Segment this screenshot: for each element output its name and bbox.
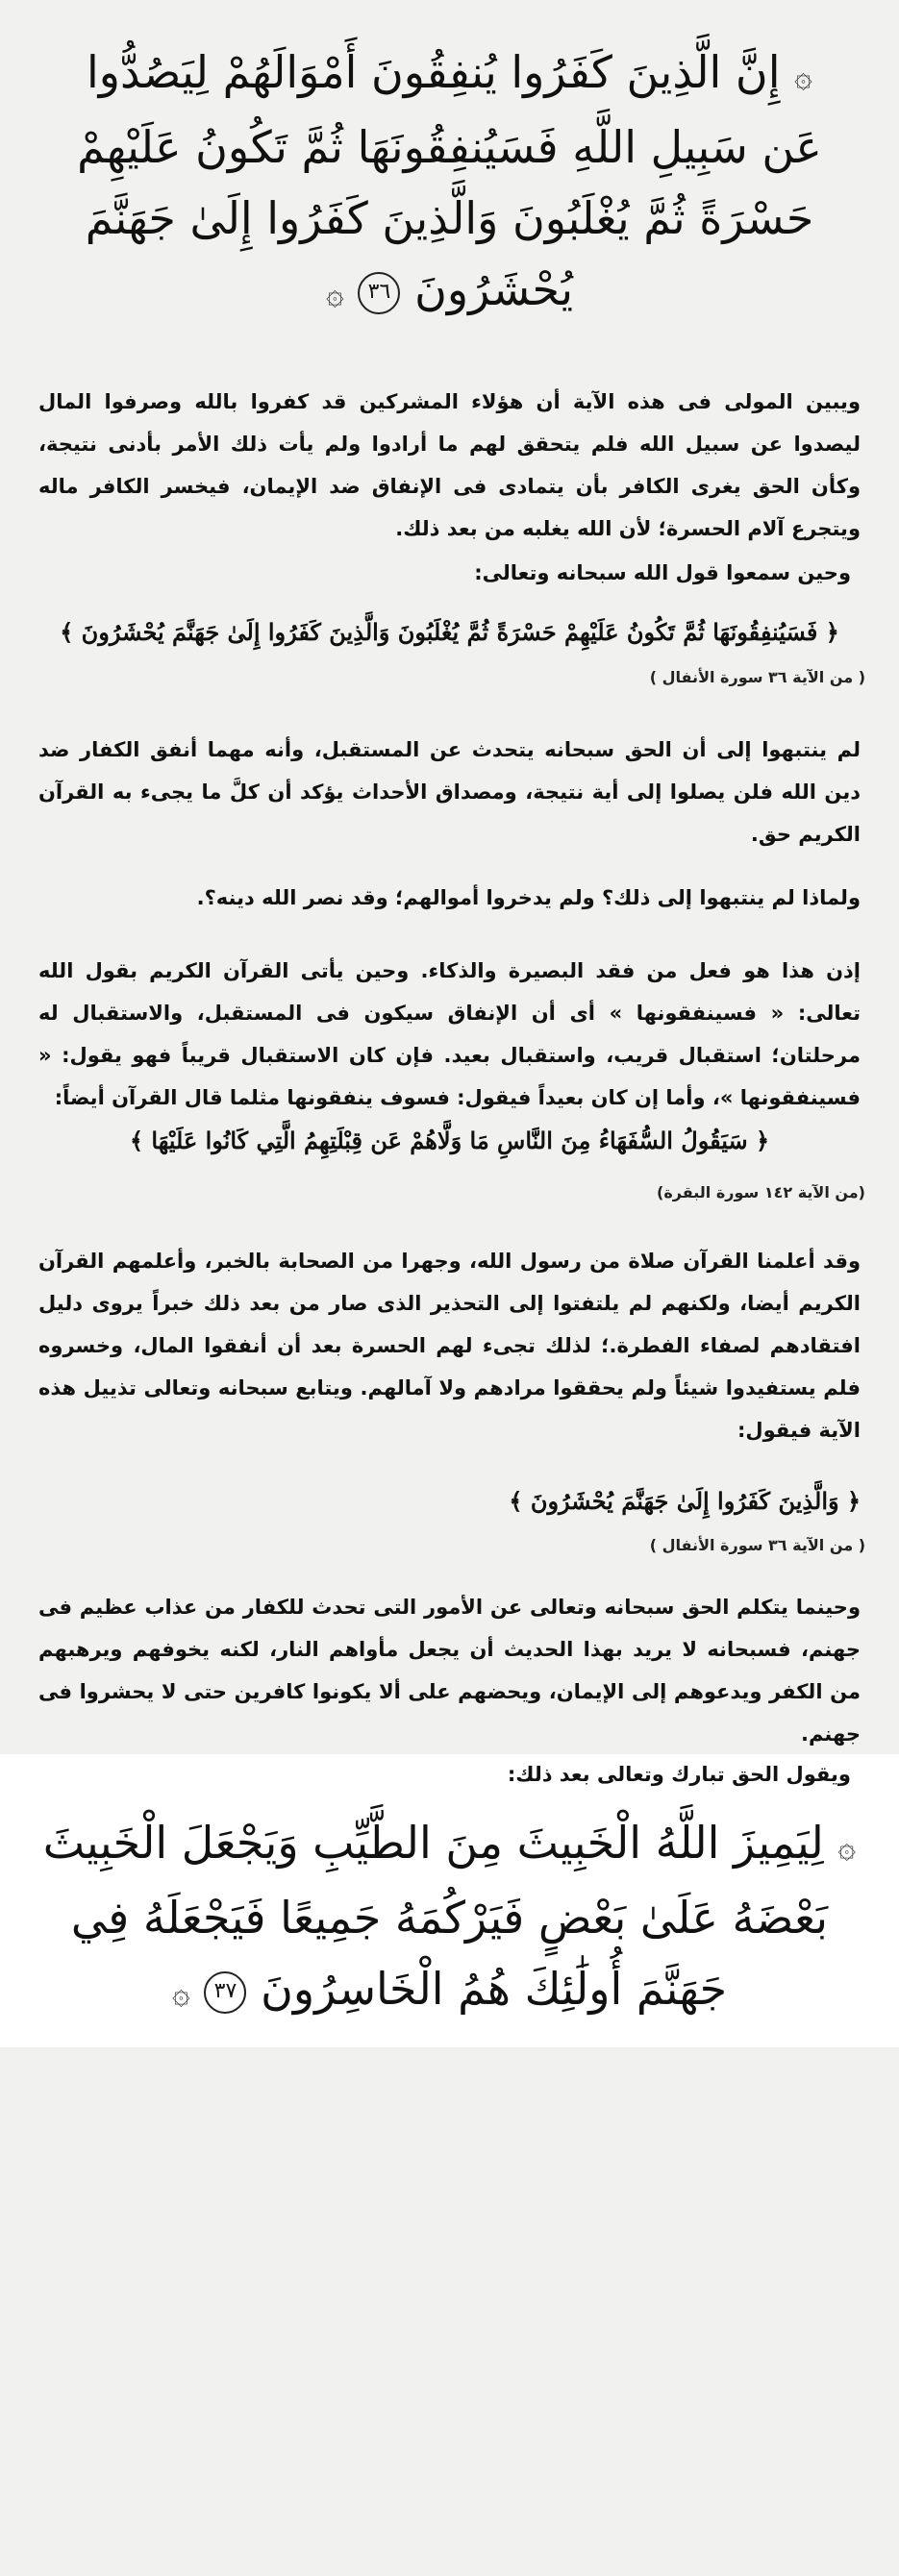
verse-reference: ( من الآية ٣٦ سورة الأنفال ) bbox=[649, 1536, 865, 1554]
quran-quote bbox=[38, 1120, 861, 1162]
paragraph: وحينما يتكلم الحق سبحانه وتعالى عن الأمور التى تحدث للكفار من عذاب عظيم فى جهنم، فسبحانه لا يريد بهذا الحديث أن يجعل مأواهم النار، لكنه يخوفهم ويرهبهم من الكفر ويدعوهم إلى الإيمان، ويحضهم على ألا يكونوا كافرين حتى لا يحشروا فى جهنم. bbox=[38, 1596, 861, 1746]
verse-37 bbox=[38, 1807, 861, 2028]
verse-start-ornament-icon: ۞ bbox=[837, 1828, 857, 1865]
verse-text: لِيَمِيزَ اللَّهُ الْخَبِيثَ مِنَ الطَّيِّبِ وَيَجْعَلَ الْخَبِيثَ bbox=[42, 1817, 824, 1869]
verse-line bbox=[38, 37, 861, 111]
quote-open-bracket: ﴿ bbox=[846, 1487, 861, 1515]
quote-text: فَسَيُنفِقُونَهَا ثُمَّ تَكُونُ عَلَيْهِمْ حَسْرَةً ثُمَّ يُغْلَبُونَ وَالَّذِينَ كَفَرُوا إِلَىٰ جَهَنَّمَ يُحْشَرُونَ bbox=[81, 618, 818, 646]
verse-text: جَهَنَّمَ أُولَٰئِكَ هُمُ الْخَاسِرُونَ bbox=[261, 1963, 728, 2015]
paragraph: وحين سمعوا قول الله سبحانه وتعالى: bbox=[474, 561, 851, 584]
verse-text: إِنَّ الَّذِينَ كَفَرُوا يُنفِقُونَ أَمْوَالَهُمْ لِيَصُدُّوا bbox=[87, 46, 781, 98]
paragraph: إذن هذا هو فعل من فقد البصيرة والذكاء. وحين يأتى القرآن الكريم بقول الله تعالى: « فسينفقونها » أى أن الإنفاق سيكون فى المستقبل، والاستقبال له مرحلتان؛ استقبال قريب، واستقبال بعيد. فإن كان الاستقبال قريباً فهو يقول: « فسينفقونها »، وأما إن كان بعيداً فيقول: فسوف ينفقونها مثلما قال القرآن أيضاً: bbox=[38, 959, 861, 1109]
verse-line: حَسْرَةً ثُمَّ يُغْلَبُونَ وَالَّذِينَ كَفَرُوا إِلَىٰ جَهَنَّمَ bbox=[85, 192, 814, 244]
quote-open-bracket: ﴿ bbox=[825, 618, 839, 646]
verse-end-ornament-icon: ۞ bbox=[171, 1974, 190, 2011]
verse-line bbox=[38, 1953, 861, 2028]
verse-number: ٣٦ bbox=[358, 272, 400, 314]
verse-end-ornament-icon: ۞ bbox=[325, 275, 344, 311]
verse-start-ornament-icon: ۞ bbox=[794, 58, 812, 94]
quote-close-bracket: ﴾ bbox=[60, 618, 74, 646]
paragraph: لم ينتبهوا إلى أن الحق سبحانه يتحدث عن المستقبل، وأنه مهما أنفق الكفار ضد دين الله فلن يصلوا إلى أية نتيجة، ومصداق الأحداث يؤكد أن كلَّ ما يجىء به القرآن الكريم حق. bbox=[38, 738, 861, 846]
paragraph: ولماذا لم ينتبهوا إلى ذلك؟ ولم يدخروا أموالهم؛ وقد نصر الله دينه؟. bbox=[196, 886, 861, 909]
quote-close-bracket: ﴾ bbox=[129, 1127, 144, 1154]
verse-36 bbox=[38, 37, 861, 329]
paragraph: ويبين المولى فى هذه الآية أن هؤلاء المشركين قد كفروا بالله وصرفوا المال ليصدوا عن سبيل الله فلم يتحقق لهم ما أرادوا ولم يأت ذلك الأمر بأدنى نتيجة، وكأن الحق يغرى الكافر بأن يتمادى فى الإنفاق ضد الإيمان، فيخسر الكافر ماله ويتجرع آلام الحسرة؛ لأن الله يغلبه من بعد ذلك. bbox=[38, 390, 861, 540]
quote-close-bracket: ﴾ bbox=[509, 1487, 523, 1515]
verse-37-background bbox=[0, 2047, 899, 2576]
verse-line bbox=[38, 254, 861, 329]
quote-text: وَالَّذِينَ كَفَرُوا إِلَىٰ جَهَنَّمَ يُحْشَرُونَ bbox=[530, 1487, 839, 1515]
verse-line: عَن سَبِيلِ اللَّهِ فَسَيُنفِقُونَهَا ثُمَّ تَكُونُ عَلَيْهِمْ bbox=[77, 121, 822, 173]
verse-reference: (من الآية ١٤٢ سورة البقرة) bbox=[657, 1183, 865, 1201]
paragraph: ويقول الحق تبارك وتعالى بعد ذلك: bbox=[507, 1763, 851, 1786]
verse-line: بَعْضَهُ عَلَىٰ بَعْضٍ فَيَرْكُمَهُ جَمِيعًا فَيَجْعَلَهُ فِي bbox=[70, 1892, 829, 1944]
verse-line bbox=[38, 1807, 861, 1882]
quote-open-bracket: ﴿ bbox=[755, 1127, 770, 1154]
paragraph: وقد أعلمنا القرآن صلاة من رسول الله، وجهرا من الصحابة بالخبر، وأعلمهم القرآن الكريم أيضا، ولكنهم لم يلتفتوا إلى التحذير الذى صار من بعد ذلك خبراً يروى دليل افتقادهم لصفاء الفطرة.؛ لذلك تجىء لهم الحسرة بعد أن أنفقوا المال، وخسروه فلم يستفيدوا شيئاً ولم يحققوا مرادهم ولا آمالهم. ويتابع سبحانه وتعالى تذييل هذه الآية فيقول: bbox=[38, 1250, 861, 1442]
verse-number: ٣٧ bbox=[204, 1971, 246, 2014]
quran-quote bbox=[38, 611, 861, 654]
quote-text: سَيَقُولُ السُّفَهَاءُ مِنَ النَّاسِ مَا وَلَّاهُمْ عَن قِبْلَتِهِمُ الَّتِي كَانُوا عَلَيْهَا bbox=[151, 1127, 748, 1154]
verse-text: يُحْشَرُونَ bbox=[414, 263, 574, 315]
verse-reference: ( من الآية ٣٦ سورة الأنفال ) bbox=[649, 668, 865, 686]
quran-quote bbox=[38, 1480, 861, 1523]
